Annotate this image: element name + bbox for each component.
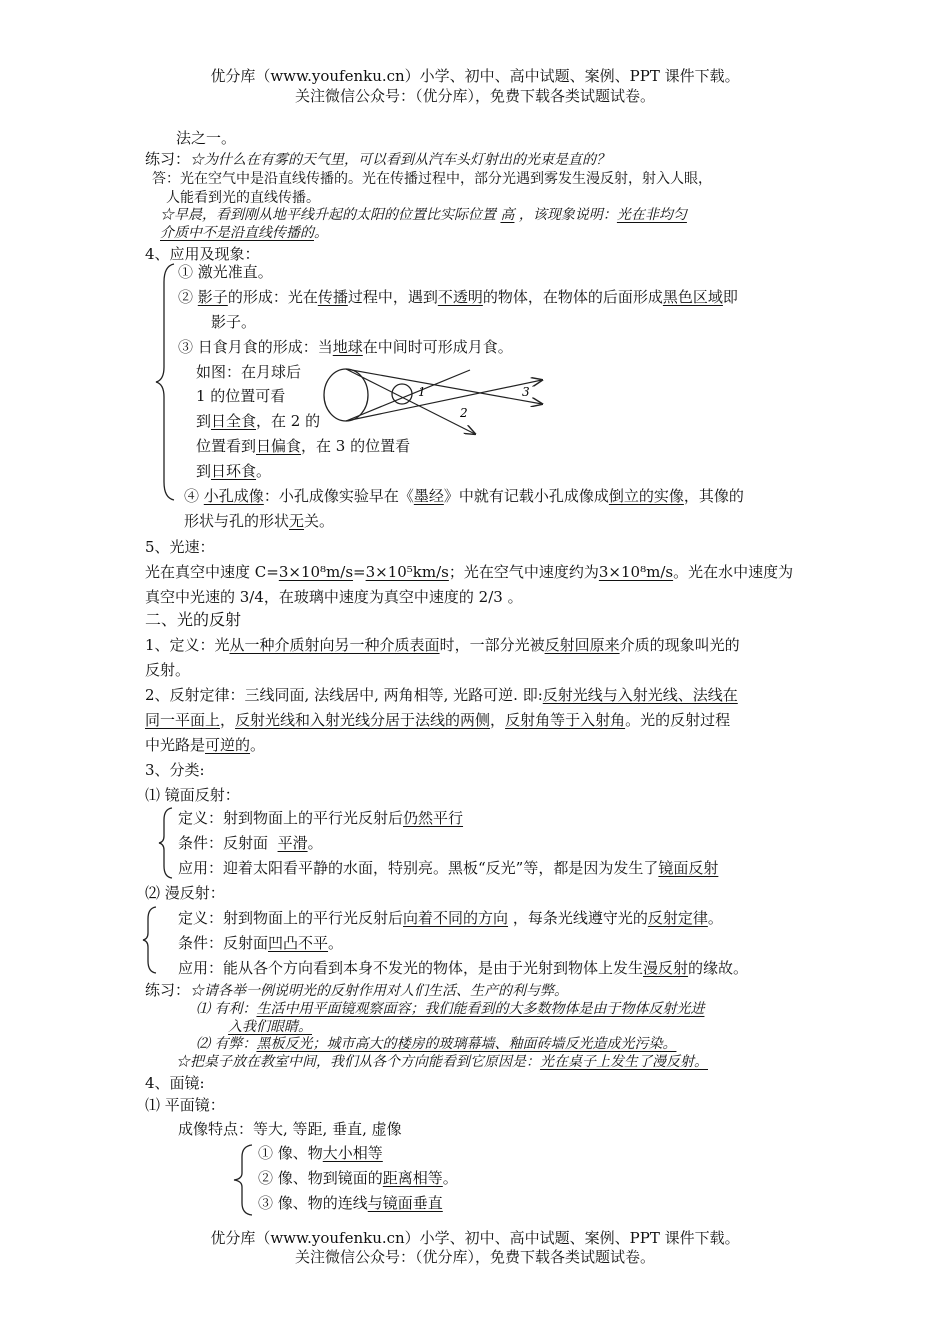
item-pinhole: ④ 小孔成像：小孔成像实验早在《墨经》中就有记载小孔成像成倒立的实像，其像的: [184, 487, 744, 505]
morning-question-line-1: ☆早晨，看到刚从地平线升起的太阳的位置比实际位置 高 ，该现象说明：光在非均匀: [160, 207, 687, 223]
exercise-2-pro: ⑴ 有利：生活中用平面镜观察面容；我们能看到的大多数物体是由于物体反射光进: [196, 1001, 705, 1017]
exercise-2-con: ⑵ 有弊：黑板反光；城市高大的楼房的玻璃幕墙、釉面砖墙反光造成光污染。: [196, 1036, 677, 1052]
footer-line-1: 优分库（www.youfenku.cn）小学、初中、高中试题、案例、PPT 课件下载。: [210, 1229, 740, 1247]
diffuse-title: ⑵ 漫反射：: [145, 884, 225, 902]
header-line-2: 关注微信公众号：（优分库），免费下载各类试题试卷。: [294, 87, 655, 105]
reflection-law-line-2: 同一平面上，反射光线和入射光线分居于法线的两侧，反射角等于入射角。光的反射过程: [145, 711, 731, 729]
features-brace: [230, 1143, 256, 1217]
image-features: 成像特点：等大, 等距, 垂直, 虚像: [178, 1120, 402, 1138]
footer-line-2: 关注微信公众号：（优分库），免费下载各类试题试卷。: [294, 1248, 655, 1266]
morning-question-line-2: 介质中不是沿直线传播的。: [160, 225, 328, 241]
light-speed-line-1: 光在真空中速度 C=3×10⁸m/s=3×10⁵km/s；光在空气中速度约为3×10⁸m/s。光在水中速度为: [145, 563, 794, 581]
reflection-law-line-1: 2、反射定律：三线同面, 法线居中, 两角相等, 光路可逆. 即:反射光线与入射光线、法线在: [145, 686, 738, 704]
item-eclipse: ③ 日食月食的形成：当地球在中间时可形成月食。: [178, 338, 513, 356]
item-pinhole-cont: 形状与孔的形状无关。: [184, 512, 335, 530]
flat-mirror-title: ⑴ 平面镜：: [145, 1096, 225, 1114]
header-line-1: 优分库（www.youfenku.cn）小学、初中、高中试题、案例、PPT 课件下载。: [210, 67, 740, 85]
answer-line-2: 人能看到光的直线传播。: [166, 190, 320, 206]
figure-caption-4: 位置看到日偏食，在 3 的位置看: [196, 437, 411, 455]
reflection-definition-cont: 反射。: [145, 661, 191, 679]
item-shadow-cont: 影子。: [211, 313, 257, 331]
light-speed-line-2: 真空中光速的 3/4，在玻璃中速度为真空中速度的 2/3 。: [145, 588, 523, 606]
item-laser: ① 激光准直。: [178, 263, 273, 281]
feature-perpendicular: ③ 像、物的连线与镜面垂直: [258, 1194, 443, 1212]
feature-equal-size: ① 像、物大小相等: [258, 1144, 383, 1162]
left-brace: [150, 262, 180, 502]
specular-title: ⑴ 镜面反射：: [145, 786, 240, 804]
exercise-2-pro-cont: 入我们眼睛。: [228, 1019, 312, 1035]
figure-caption-2: 1 的位置可看: [196, 387, 286, 405]
diffuse-brace: [140, 905, 162, 975]
reflection-heading: 二、光的反射: [145, 610, 242, 629]
section-5-title: 5、光速：: [145, 538, 215, 556]
figure-caption-1: 如图：在月球后: [196, 363, 302, 381]
exercise-1: 练习：☆为什么在有雾的天气里，可以看到从汽车头灯射出的光束是直的？: [145, 150, 611, 168]
mirror-title: 4、面镜:: [145, 1074, 205, 1092]
feature-equal-distance: ② 像、物到镜面的距离相等。: [258, 1169, 458, 1187]
item-shadow: ② 影子的形成：光在传播过程中，遇到不透明的物体，在物体的后面形成黑色区域即: [178, 288, 738, 306]
diffuse-condition: 条件：反射面凹凸不平。: [178, 934, 344, 952]
reflection-definition: 1、定义：光从一种介质射向另一种介质表面时，一部分光被反射回原来介质的现象叫光的: [145, 636, 740, 654]
exercise-2-table-question: ☆把桌子放在教室中间，我们从各个方向能看到它原因是：光在桌子上发生了漫反射。: [176, 1054, 708, 1070]
light-ray-4: [346, 370, 470, 421]
diffuse-application: 应用：能从各个方向看到本身不发光的物体，是由于光射到物体上发生漫反射的缘故。: [178, 959, 749, 977]
answer-line-1: 答：光在空气中是沿直线传播的。光在传播过程中，部分光遇到雾发生漫反射，射入人眼，: [152, 171, 712, 187]
eclipse-diagram: [310, 362, 560, 452]
reflection-law-line-3: 中光路是可逆的。: [145, 736, 266, 754]
position-label-1: 1: [418, 385, 426, 399]
specular-application: 应用：迎着太阳看平静的水面，特别亮。黑板“反光”等，都是因为发生了镜面反射: [178, 859, 719, 877]
position-label-2: 2: [460, 406, 468, 420]
specular-definition: 定义：射到物面上的平行光反射后仍然平行: [178, 809, 464, 827]
specular-condition: 条件：反射面 平滑。: [178, 834, 323, 852]
exercise-2: 练习：☆请各举一例说明光的反射作用对人们生活、生产的利与弊。: [145, 981, 569, 999]
position-label-3: 3: [522, 385, 530, 399]
continuation-text: 法之一。: [176, 129, 237, 147]
figure-caption-3: 到日全食，在 2 的: [196, 412, 321, 430]
specular-brace: [156, 806, 176, 880]
classification-title: 3、分类:: [145, 761, 205, 779]
section-4-title: 4、应用及现象：: [145, 245, 260, 263]
diffuse-definition: 定义：射到物面上的平行光反射后向着不同的方向 ，每条光线遵守光的反射定律。: [178, 909, 723, 927]
light-ray-1: [346, 369, 475, 434]
figure-caption-5: 到日环食。: [196, 462, 272, 480]
